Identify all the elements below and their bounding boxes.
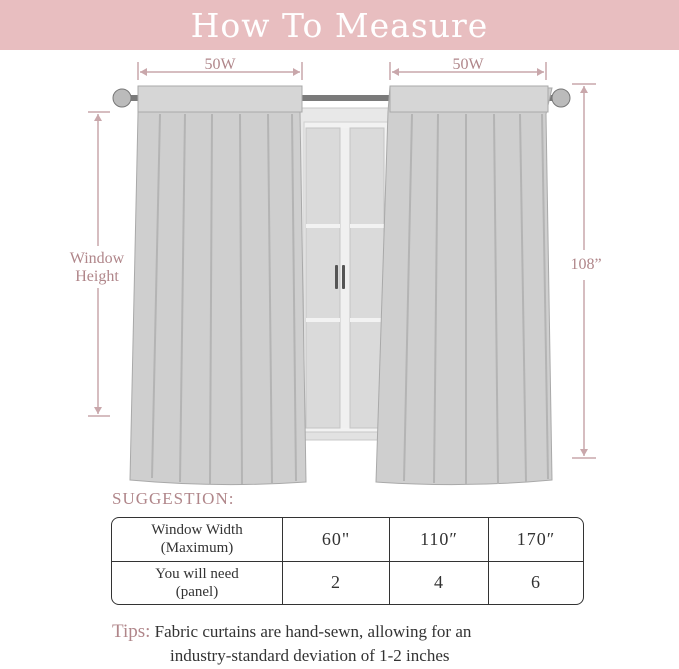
page-title: How To Measure bbox=[190, 5, 489, 45]
tips-line2: industry-standard deviation of 1-2 inches bbox=[170, 646, 450, 665]
tips-label: Tips: bbox=[112, 621, 151, 642]
right-curtain-panel bbox=[376, 86, 552, 485]
row-label-line1: Window Width bbox=[151, 522, 243, 539]
table-cell bbox=[283, 562, 390, 604]
panel-count: 2 bbox=[331, 572, 341, 593]
curtain-length-label: 108” bbox=[570, 256, 602, 273]
suggestion-table bbox=[111, 517, 584, 605]
table-row-label bbox=[112, 518, 283, 562]
table-cell bbox=[283, 518, 390, 562]
row-label-line2: (Maximum) bbox=[160, 540, 234, 557]
left-width-label: 50W bbox=[204, 56, 236, 73]
table-cell bbox=[489, 562, 583, 604]
width-value: 170″ bbox=[516, 528, 556, 549]
window-height-label bbox=[54, 250, 140, 286]
tips-note bbox=[112, 620, 652, 668]
table-cell bbox=[390, 518, 489, 562]
table-row-label bbox=[112, 562, 283, 604]
table-cell bbox=[390, 562, 489, 604]
panel-count: 6 bbox=[531, 572, 541, 593]
tips-line1: Fabric curtains are hand-sewn, allowing for an bbox=[154, 622, 472, 641]
suggestion-heading: SUGGESTION: bbox=[112, 489, 235, 508]
table-row bbox=[112, 562, 583, 604]
window-height-line2: Height bbox=[75, 268, 119, 285]
table-row bbox=[112, 518, 583, 562]
width-value: 60" bbox=[321, 528, 351, 549]
right-width-label: 50W bbox=[452, 56, 484, 73]
row-label-line2: (panel) bbox=[175, 583, 219, 600]
left-curtain-panel bbox=[130, 86, 306, 485]
table-cell bbox=[489, 518, 583, 562]
panel-count: 4 bbox=[434, 572, 444, 593]
window-height-line1: Window bbox=[69, 250, 125, 267]
width-value: 110″ bbox=[420, 528, 458, 549]
header-banner bbox=[0, 0, 679, 50]
row-label-line1: You will need bbox=[155, 565, 239, 582]
